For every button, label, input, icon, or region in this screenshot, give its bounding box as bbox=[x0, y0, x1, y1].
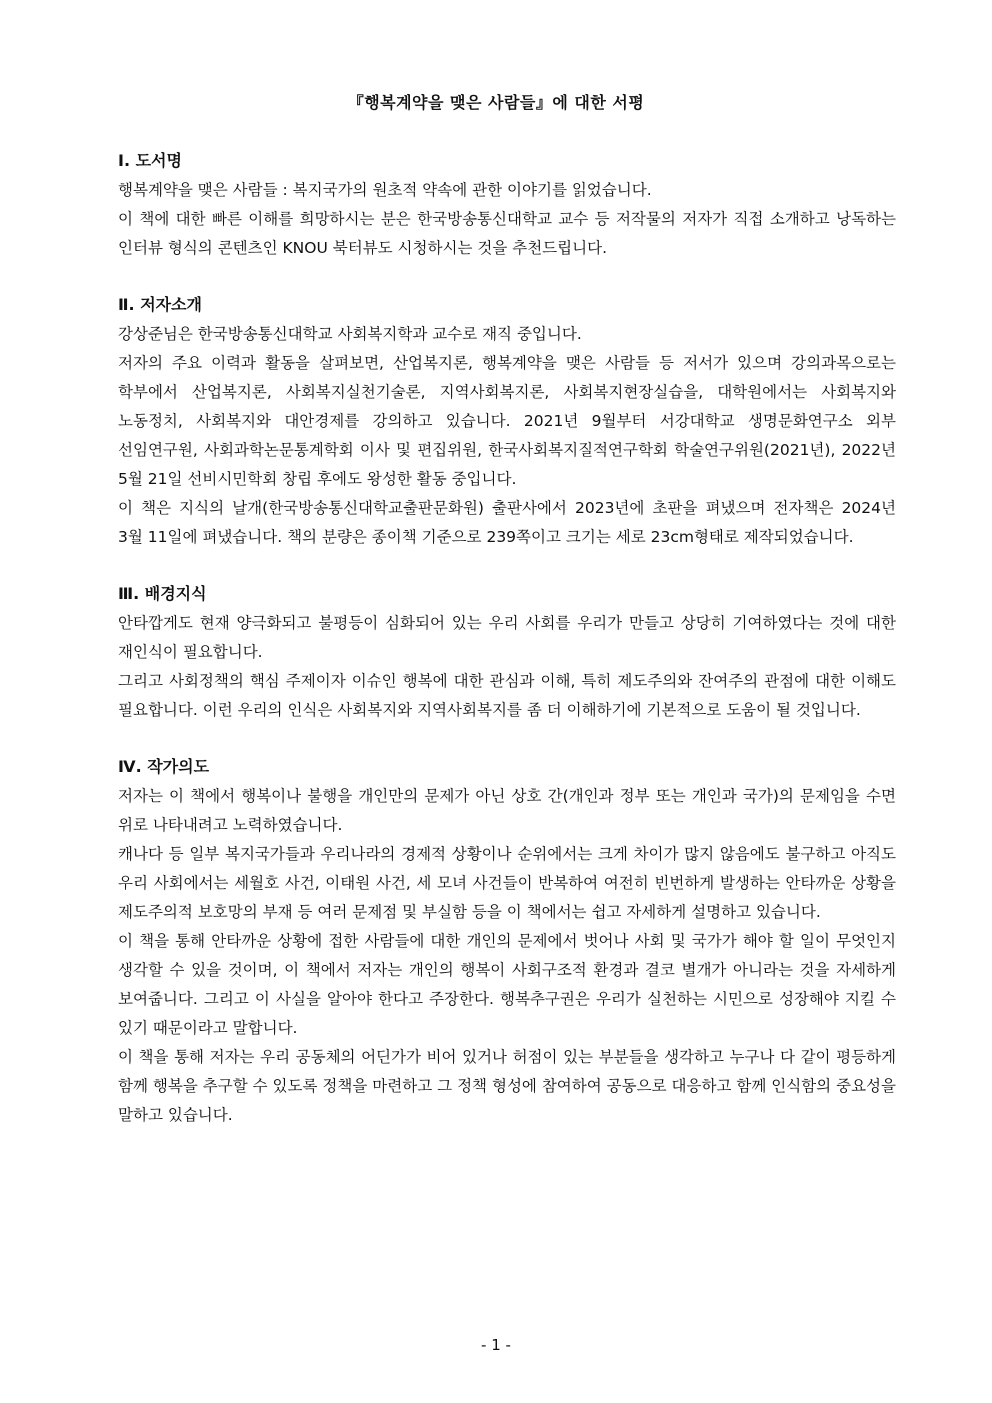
paragraph: 행복계약을 맺은 사람들 : 복지국가의 원초적 약속에 관한 이야기를 읽었습니다. bbox=[118, 181, 652, 199]
section-background-knowledge bbox=[118, 579, 896, 725]
document-title: 『행복계약을 맺은 사람들』에 대한 서평 bbox=[347, 93, 645, 112]
page-number: - 1 - bbox=[481, 1336, 511, 1354]
paragraph: 캐나다 등 일부 복지국가들과 우리나라의 경제적 상황이나 순위에서는 크게 차이가 많지 않음에도 불구하고 아직도 우리 사회에서는 세월호 사건, 이태원 사건, 세 모녀 사건들이 반복하여 여전히 빈번하게 발생하는 안타까운 상황을 제도주의적 보호망의 부재 등 여러 문제점 및 부실함 등을 이 책에서는 쉽고 자세하게 설명하고 있습니다. bbox=[118, 845, 896, 921]
paragraph: 이 책에 대한 빠른 이해를 희망하시는 분은 한국방송통신대학교 교수 등 저작물의 저자가 직접 소개하고 낭독하는 인터뷰 형식의 콘텐츠인 KNOU 북터뷰도 시청하시는 것을 추천드립니다. bbox=[118, 210, 896, 257]
section-heading: Ⅳ. 작가의도 bbox=[118, 757, 210, 776]
paragraph: 강상준님은 한국방송통신대학교 사회복지학과 교수로 재직 중입니다. bbox=[118, 325, 582, 343]
section-heading: Ⅰ. 도서명 bbox=[118, 151, 182, 170]
section-author-intent bbox=[118, 752, 896, 1130]
document-body bbox=[118, 146, 896, 1157]
section-heading: Ⅱ. 저자소개 bbox=[118, 295, 203, 314]
section-heading: Ⅲ. 배경지식 bbox=[118, 584, 207, 603]
section-book-title bbox=[118, 146, 896, 263]
paragraph: 저자는 이 책에서 행복이나 불행을 개인만의 문제가 아닌 상호 간(개인과 정부 또는 개인과 국가)의 문제임을 수면 위로 나타내려고 노력하였습니다. bbox=[118, 787, 896, 834]
paragraph: 저자의 주요 이력과 활동을 살펴보면, 산업복지론, 행복계약을 맺은 사람들 등 저서가 있으며 강의과목으로는 학부에서 산업복지론, 사회복지실천기술론, 지역사회복지론, 사회복지현장실습을, 대학원에서는 사회복지와 노동정치, 사회복지와 대안경제를 강의하고 있습니다. 2021년 9월부터 서강대학교 생명문화연구소 외부 선임연구원, 사회과학논문통계학회 이사 및 편집위원, 한국사회복지질적연구학회 학술연구위원(2021년), 2022년 5월 21일 선비시민학회 창립 후에도 왕성한 활동 중입니다. bbox=[118, 354, 896, 488]
paragraph: 이 책을 통해 안타까운 상황에 접한 사람들에 대한 개인의 문제에서 벗어나 사회 및 국가가 해야 할 일이 무엇인지 생각할 수 있을 것이며, 이 책에서 저자는 개인의 행복이 사회구조적 환경과 결코 별개가 아니라는 것을 자세하게 보여줍니다. 그리고 이 사실을 알아야 한다고 주장한다. 행복추구권은 우리가 실천하는 시민으로 성장해야 지킬 수 있기 때문이라고 말합니다. bbox=[118, 932, 896, 1037]
paragraph: 이 책은 지식의 날개(한국방송통신대학교출판문화원) 출판사에서 2023년에 초판을 펴냈으며 전자책은 2024년 3월 11일에 펴냈습니다. 책의 분량은 종이책 기준으로 239쪽이고 크기는 세로 23cm형태로 제작되었습니다. bbox=[118, 499, 896, 546]
paragraph: 이 책을 통해 저자는 우리 공동체의 어딘가가 비어 있거나 허점이 있는 부분들을 생각하고 누구나 다 같이 평등하게 함께 행복을 추구할 수 있도록 정책을 마련하고 그 정책 형성에 참여하여 공동으로 대응하고 함께 인식함의 중요성을 말하고 있습니다. bbox=[118, 1048, 896, 1124]
paragraph: 그리고 사회정책의 핵심 주제이자 이슈인 행복에 대한 관심과 이해, 특히 제도주의와 잔여주의 관점에 대한 이해도 필요합니다. 이런 우리의 인식은 사회복지와 지역사회복지를 좀 더 이해하기에 기본적으로 도움이 될 것입니다. bbox=[118, 672, 896, 719]
section-author-intro bbox=[118, 290, 896, 552]
paragraph: 안타깝게도 현재 양극화되고 불평등이 심화되어 있는 우리 사회를 우리가 만들고 상당히 기여하였다는 것에 대한 재인식이 필요합니다. bbox=[118, 614, 896, 661]
